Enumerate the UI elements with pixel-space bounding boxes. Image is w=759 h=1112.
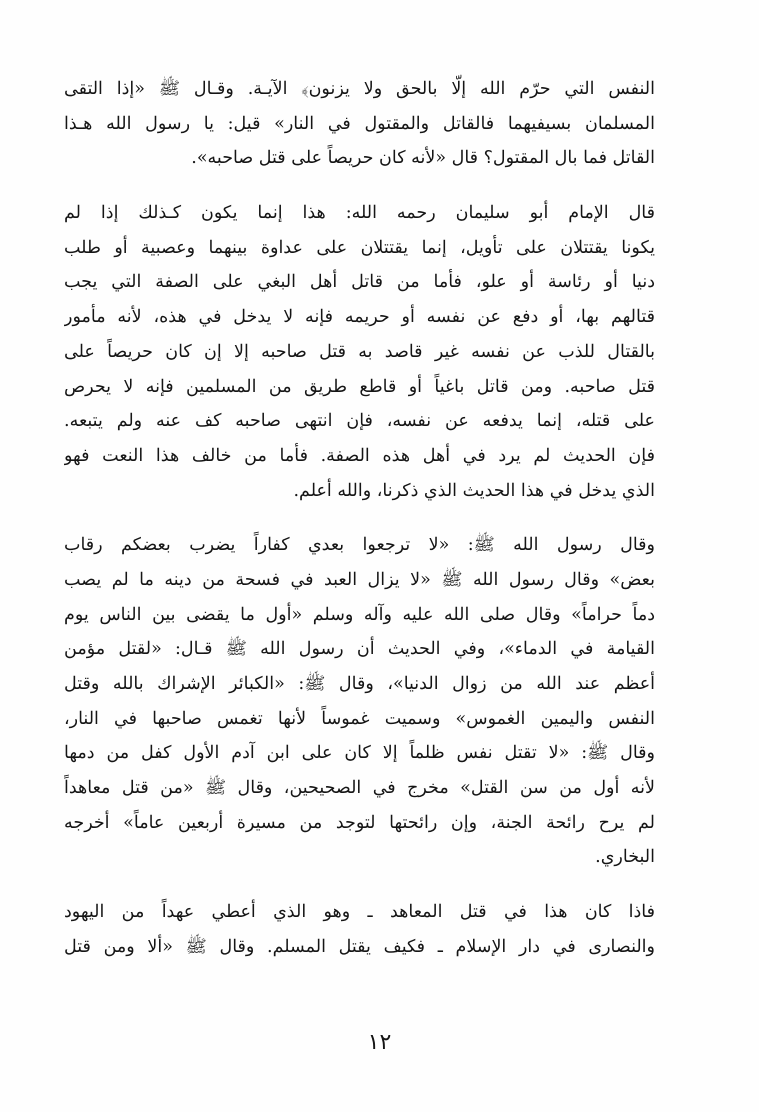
text-line: فاذا كان هذا في قتل المعاهد ـ وهو الذي أعطي عهداً من اليهود (64, 902, 655, 923)
text-line: النفس واليمين الغموس» وسميت غموساً لأنها تغمس صاحبها في النار، (64, 708, 655, 729)
page-text (64, 72, 655, 965)
paragraph-1 (64, 72, 655, 176)
paragraph-2 (64, 196, 655, 508)
text-line: دماً حراماً» وقال صلى الله عليه وآله وسلم «أول ما يقضى بين الناس يوم (64, 604, 655, 625)
text-line: القاتل فما بال المقتول؟ قال «لأنه كان حريصاً على قتل صاحبه». (191, 148, 655, 169)
page-number: ١٢ (367, 1030, 392, 1055)
text-line: على قتله، إنما يدفعه عن نفسه، فإن انتهى صاحبه كف عنه ولم يتبعه. (64, 411, 655, 432)
text-line: المسلمان بسيفيهما فالقاتل والمقتول في النار» قيل: يا رسول الله هـذا (64, 113, 655, 134)
text-line: النفس التي حرّم الله إلّا بالحق ولا يزنون﴾ الآيـة. وقـال ﷺ «إذا التقى (64, 79, 655, 99)
text-line: والنصارى في دار الإسلام ـ فكيف يقتل المسلم. وقال ﷺ «ألا ومن قتل (64, 936, 655, 957)
paragraph-4 (64, 895, 655, 964)
text-line: قتالهم بها، أو دفع عن نفسه أو حريمه فإنه لا يدخل في هذه، لأنه مأمور (64, 307, 655, 328)
text-line: لم يرح رائحة الجنة، وإن رائحتها لتوجد من مسيرة أربعين عاماً» أخرجه (64, 812, 655, 833)
text-line: القيامة في الدماء»، وفي الحديث أن رسول الله ﷺ قـال: «لقتل مؤمن (64, 639, 655, 660)
text-line: دنيا أو رئاسة أو علو، فأما من قاتل أهل البغي على الصفة التي يجب (64, 272, 655, 293)
text-line: بالقتال للذب عن نفسه غير قاصد به قتل صاحبه إلا إن كان حريصاً على (64, 341, 655, 362)
text-line: قال الإمام أبو سليمان رحمه الله: هذا إنما يكون كـذلك إذا لم (64, 203, 655, 224)
text-line: بعض» وقال رسول الله ﷺ «لا يزال العبد في فسحة من دينه ما لم يصب (64, 569, 655, 590)
text-line: لأنه أول من سن القتل» مخرج في الصحيحين، وقال ﷺ «من قتل معاهداً (64, 778, 655, 799)
text-line: البخاري. (595, 847, 655, 868)
text-line: قتل صاحبه. ومن قاتل باغياً أو قاطع طريق من المسلمين فإنه لا يحرص (64, 376, 655, 397)
text-line: الذي يدخل في هذا الحديث الذي ذكرنا، والله أعلم. (293, 480, 655, 501)
text-line: فإن الحديث لم يرد في أهل هذه الصفة. فأما من خالف هذا النعت فهو (64, 445, 655, 466)
text-line: يكونا يقتتلان على تأويل، إنما يقتتلان على عداوة بينهما وعصبية أو طلب (64, 237, 655, 258)
text-line: أعظم عند الله من زوال الدنيا»، وقال ﷺ: «الكبائر الإشراك بالله وقتل (64, 674, 655, 694)
text-line: وقال رسول الله ﷺ: «لا ترجعوا بعدي كفاراً يضرب بعضكم رقاب (64, 535, 655, 556)
text-line: وقال ﷺ: «لا تقتل نفس ظلماً إلا كان على ابن آدم الأول كفل من دمها (64, 743, 655, 764)
paragraph-3 (64, 528, 655, 875)
